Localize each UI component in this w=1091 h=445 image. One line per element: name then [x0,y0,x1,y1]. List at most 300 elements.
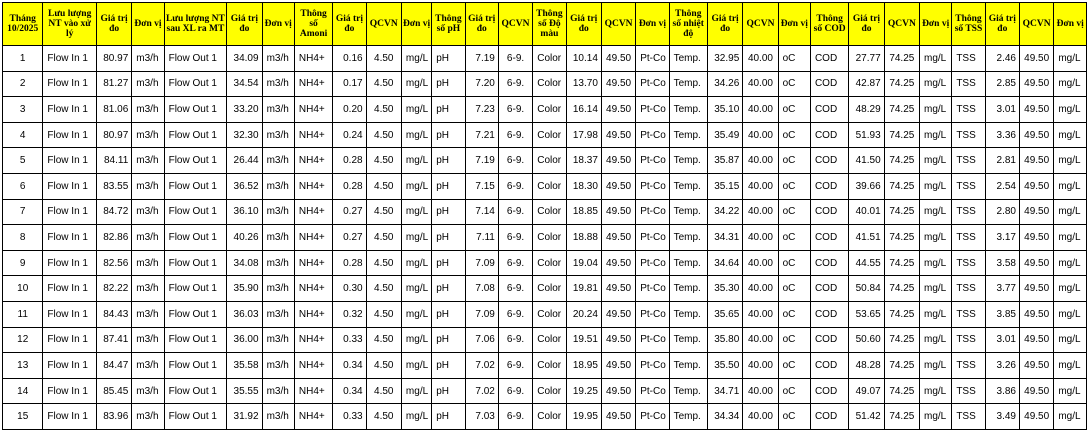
cell-ph-param: pH [432,122,465,148]
cell-tss-qcvn: 49.50 [1019,148,1053,174]
cell-amoni-qcvn: 4.50 [366,225,401,251]
cell-cod-qcvn: 74.25 [884,378,919,404]
cell-temp-value: 35.65 [707,301,742,327]
cell-flow-in-unit: m3/h [132,225,164,251]
cell-ph-param: pH [432,353,465,379]
cell-flow-out-unit: m3/h [262,378,294,404]
cell-flow-in-unit: m3/h [132,97,164,123]
cell-tss-value: 3.01 [985,97,1019,123]
cell-day: 3 [3,97,43,123]
cell-flow-out-value: 34.08 [227,250,262,276]
cell-ph-qcvn: 6-9. [498,378,532,404]
cell-flow-out-param: Flow Out 1 [164,404,227,430]
cell-amoni-qcvn: 4.50 [366,353,401,379]
cell-flow-out-param: Flow Out 1 [164,225,227,251]
cell-cod-param: COD [810,378,848,404]
header-color-value: Giá trị đo [566,3,601,46]
cell-temp-value: 34.22 [707,199,742,225]
cell-amoni-value: 0.30 [333,276,366,302]
cell-flow-out-param: Flow Out 1 [164,97,227,123]
cell-color-value: 18.85 [566,199,601,225]
cell-ph-param: pH [432,276,465,302]
cell-temp-value: 34.31 [707,225,742,251]
cell-temp-value: 34.34 [707,404,742,430]
cell-color-qcvn: 49.50 [601,353,635,379]
cell-tss-param: TSS [952,327,985,353]
cell-ph-value: 7.14 [465,199,498,225]
cell-tss-value: 3.85 [985,301,1019,327]
cell-tss-value: 3.36 [985,122,1019,148]
cell-color-value: 18.30 [566,173,601,199]
cell-flow-in-value: 83.96 [96,404,131,430]
cell-amoni-param: NH4+ [294,404,332,430]
cell-flow-out-unit: m3/h [262,122,294,148]
cell-ph-value: 7.21 [465,122,498,148]
cell-flow-in-param: Flow In 1 [43,199,97,225]
cell-flow-in-value: 82.22 [96,276,131,302]
cell-color-value: 18.37 [566,148,601,174]
cell-tss-value: 3.86 [985,378,1019,404]
cell-tss-qcvn: 49.50 [1019,122,1053,148]
cell-cod-param: COD [810,122,848,148]
cell-temp-value: 35.50 [707,353,742,379]
cell-amoni-param: NH4+ [294,97,332,123]
cell-temp-unit: oC [778,148,810,174]
cell-flow-in-unit: m3/h [132,327,164,353]
cell-color-unit: Pt-Co [636,250,669,276]
cell-day: 8 [3,225,43,251]
table-row [3,225,1087,251]
cell-flow-in-param: Flow In 1 [43,97,97,123]
cell-color-qcvn: 49.50 [601,404,635,430]
cell-temp-unit: oC [778,378,810,404]
cell-day: 12 [3,327,43,353]
cell-amoni-unit: mg/L [401,378,431,404]
cell-day: 13 [3,353,43,379]
cell-temp-unit: oC [778,353,810,379]
cell-color-value: 20.24 [566,301,601,327]
header-flow-in-value: Giá trị đo [96,3,131,46]
cell-temp-param: Temp. [669,122,707,148]
cell-amoni-unit: mg/L [401,46,431,72]
cell-ph-value: 7.09 [465,250,498,276]
cell-tss-unit: mg/L [1054,173,1087,199]
cell-amoni-value: 0.28 [333,148,366,174]
cell-ph-value: 7.02 [465,353,498,379]
cell-cod-value: 40.01 [849,199,884,225]
cell-amoni-unit: mg/L [401,199,431,225]
cell-flow-in-unit: m3/h [132,378,164,404]
table-row [3,353,1087,379]
cell-cod-qcvn: 74.25 [884,173,919,199]
cell-day: 2 [3,71,43,97]
cell-color-unit: Pt-Co [636,404,669,430]
cell-flow-out-value: 36.52 [227,173,262,199]
cell-color-unit: Pt-Co [636,276,669,302]
cell-temp-param: Temp. [669,276,707,302]
cell-flow-out-unit: m3/h [262,46,294,72]
table-row [3,378,1087,404]
cell-amoni-qcvn: 4.50 [366,404,401,430]
cell-temp-value: 34.71 [707,378,742,404]
header-cod-value: Giá trị đo [849,3,884,46]
cell-temp-unit: oC [778,199,810,225]
cell-flow-in-unit: m3/h [132,173,164,199]
cell-amoni-unit: mg/L [401,122,431,148]
cell-flow-in-value: 81.06 [96,97,131,123]
cell-ph-param: pH [432,71,465,97]
cell-cod-qcvn: 74.25 [884,404,919,430]
cell-temp-param: Temp. [669,225,707,251]
cell-color-qcvn: 49.50 [601,250,635,276]
cell-cod-param: COD [810,97,848,123]
cell-amoni-unit: mg/L [401,301,431,327]
cell-tss-qcvn: 49.50 [1019,199,1053,225]
header-cod-param: Thông số COD [810,3,848,46]
cell-cod-value: 51.93 [849,122,884,148]
cell-tss-param: TSS [952,71,985,97]
cell-temp-qcvn: 40.00 [743,71,778,97]
cell-flow-in-param: Flow In 1 [43,404,97,430]
cell-amoni-unit: mg/L [401,250,431,276]
cell-color-qcvn: 49.50 [601,276,635,302]
cell-tss-param: TSS [952,276,985,302]
cell-ph-value: 7.19 [465,148,498,174]
cell-flow-in-param: Flow In 1 [43,148,97,174]
cell-cod-param: COD [810,404,848,430]
header-temp-unit: Đơn vị [778,3,810,46]
header-flow-out-unit: Đơn vị [262,3,294,46]
cell-amoni-qcvn: 4.50 [366,276,401,302]
cell-temp-param: Temp. [669,148,707,174]
cell-cod-param: COD [810,353,848,379]
cell-flow-out-unit: m3/h [262,97,294,123]
header-day: Tháng 10/2025 [3,3,43,46]
cell-cod-unit: mg/L [920,199,952,225]
cell-amoni-value: 0.28 [333,173,366,199]
cell-temp-param: Temp. [669,46,707,72]
cell-ph-qcvn: 6-9. [498,250,532,276]
cell-flow-in-value: 84.11 [96,148,131,174]
cell-cod-qcvn: 74.25 [884,122,919,148]
cell-temp-qcvn: 40.00 [743,199,778,225]
cell-color-qcvn: 49.50 [601,378,635,404]
cell-color-unit: Pt-Co [636,97,669,123]
cell-tss-value: 2.81 [985,148,1019,174]
cell-cod-value: 49.07 [849,378,884,404]
cell-tss-unit: mg/L [1054,122,1087,148]
cell-tss-unit: mg/L [1054,225,1087,251]
cell-amoni-value: 0.34 [333,378,366,404]
cell-day: 11 [3,301,43,327]
cell-amoni-unit: mg/L [401,404,431,430]
cell-amoni-qcvn: 4.50 [366,71,401,97]
cell-day: 9 [3,250,43,276]
header-color-qcvn: QCVN [601,3,635,46]
header-color-param: Thông số Độ màu [533,3,566,46]
cell-flow-in-value: 85.45 [96,378,131,404]
cell-ph-qcvn: 6-9. [498,404,532,430]
cell-flow-out-param: Flow Out 1 [164,199,227,225]
cell-tss-qcvn: 49.50 [1019,301,1053,327]
cell-flow-out-unit: m3/h [262,173,294,199]
cell-color-param: Color [533,122,566,148]
cell-temp-qcvn: 40.00 [743,250,778,276]
cell-color-value: 19.51 [566,327,601,353]
cell-temp-param: Temp. [669,250,707,276]
cell-temp-value: 35.30 [707,276,742,302]
cell-flow-out-unit: m3/h [262,327,294,353]
cell-flow-in-value: 84.72 [96,199,131,225]
header-tss-qcvn: QCVN [1019,3,1053,46]
water-monitoring-table [2,2,1087,430]
cell-amoni-unit: mg/L [401,225,431,251]
cell-flow-out-unit: m3/h [262,276,294,302]
cell-flow-out-param: Flow Out 1 [164,378,227,404]
cell-tss-qcvn: 49.50 [1019,97,1053,123]
cell-cod-qcvn: 74.25 [884,199,919,225]
cell-flow-in-value: 80.97 [96,122,131,148]
cell-temp-unit: oC [778,122,810,148]
cell-color-unit: Pt-Co [636,148,669,174]
cell-color-qcvn: 49.50 [601,225,635,251]
cell-flow-in-param: Flow In 1 [43,46,97,72]
table-row [3,97,1087,123]
table-row [3,148,1087,174]
cell-cod-qcvn: 74.25 [884,301,919,327]
header-temp-value: Giá trị đo [707,3,742,46]
table-body [3,46,1087,430]
cell-amoni-param: NH4+ [294,327,332,353]
cell-cod-unit: mg/L [920,122,952,148]
cell-temp-value: 35.80 [707,327,742,353]
cell-cod-qcvn: 74.25 [884,327,919,353]
cell-tss-unit: mg/L [1054,327,1087,353]
cell-cod-value: 27.77 [849,46,884,72]
cell-color-unit: Pt-Co [636,327,669,353]
header-amoni-param: Thông số Amoni [294,3,332,46]
cell-temp-qcvn: 40.00 [743,173,778,199]
cell-ph-qcvn: 6-9. [498,148,532,174]
cell-flow-in-unit: m3/h [132,122,164,148]
cell-color-qcvn: 49.50 [601,327,635,353]
cell-tss-unit: mg/L [1054,46,1087,72]
cell-amoni-value: 0.28 [333,250,366,276]
cell-flow-in-value: 87.41 [96,327,131,353]
cell-flow-out-value: 32.30 [227,122,262,148]
cell-temp-param: Temp. [669,353,707,379]
cell-flow-in-value: 84.47 [96,353,131,379]
cell-temp-value: 35.15 [707,173,742,199]
cell-amoni-value: 0.33 [333,404,366,430]
table-row [3,276,1087,302]
cell-cod-value: 50.60 [849,327,884,353]
cell-flow-in-unit: m3/h [132,71,164,97]
cell-cod-unit: mg/L [920,301,952,327]
cell-amoni-value: 0.33 [333,327,366,353]
cell-flow-in-value: 82.56 [96,250,131,276]
header-tss-value: Giá trị đo [985,3,1019,46]
cell-cod-param: COD [810,173,848,199]
cell-tss-value: 3.26 [985,353,1019,379]
cell-amoni-qcvn: 4.50 [366,250,401,276]
cell-color-qcvn: 49.50 [601,148,635,174]
cell-ph-param: pH [432,148,465,174]
cell-amoni-param: NH4+ [294,46,332,72]
cell-amoni-unit: mg/L [401,173,431,199]
cell-ph-value: 7.08 [465,276,498,302]
cell-ph-value: 7.11 [465,225,498,251]
cell-flow-out-param: Flow Out 1 [164,46,227,72]
header-amoni-qcvn: QCVN [366,3,401,46]
cell-ph-param: pH [432,173,465,199]
cell-temp-qcvn: 40.00 [743,225,778,251]
cell-tss-qcvn: 49.50 [1019,225,1053,251]
cell-temp-unit: oC [778,225,810,251]
cell-flow-out-value: 40.26 [227,225,262,251]
cell-flow-out-unit: m3/h [262,71,294,97]
cell-ph-value: 7.19 [465,46,498,72]
cell-cod-value: 41.51 [849,225,884,251]
cell-ph-param: pH [432,199,465,225]
cell-cod-param: COD [810,225,848,251]
header-temp-param: Thông số nhiệt độ [669,3,707,46]
cell-temp-param: Temp. [669,301,707,327]
cell-color-unit: Pt-Co [636,46,669,72]
cell-tss-qcvn: 49.50 [1019,378,1053,404]
cell-color-param: Color [533,250,566,276]
cell-flow-out-param: Flow Out 1 [164,327,227,353]
cell-ph-qcvn: 6-9. [498,71,532,97]
cell-tss-unit: mg/L [1054,301,1087,327]
cell-flow-out-unit: m3/h [262,199,294,225]
cell-color-value: 19.95 [566,404,601,430]
cell-color-unit: Pt-Co [636,301,669,327]
cell-color-param: Color [533,71,566,97]
cell-amoni-param: NH4+ [294,250,332,276]
cell-tss-param: TSS [952,173,985,199]
cell-tss-qcvn: 49.50 [1019,353,1053,379]
cell-ph-value: 7.15 [465,173,498,199]
table-row [3,46,1087,72]
cell-amoni-qcvn: 4.50 [366,122,401,148]
cell-amoni-unit: mg/L [401,276,431,302]
cell-tss-qcvn: 49.50 [1019,46,1053,72]
cell-tss-qcvn: 49.50 [1019,327,1053,353]
cell-flow-in-unit: m3/h [132,148,164,174]
cell-color-value: 19.25 [566,378,601,404]
cell-temp-param: Temp. [669,327,707,353]
cell-temp-unit: oC [778,327,810,353]
cell-ph-param: pH [432,301,465,327]
cell-flow-out-param: Flow Out 1 [164,148,227,174]
cell-color-param: Color [533,404,566,430]
cell-ph-param: pH [432,97,465,123]
cell-temp-unit: oC [778,173,810,199]
cell-flow-out-param: Flow Out 1 [164,71,227,97]
cell-amoni-unit: mg/L [401,353,431,379]
cell-ph-param: pH [432,225,465,251]
cell-flow-in-value: 84.43 [96,301,131,327]
cell-flow-in-unit: m3/h [132,199,164,225]
cell-color-param: Color [533,199,566,225]
cell-temp-unit: oC [778,276,810,302]
cell-color-qcvn: 49.50 [601,71,635,97]
cell-temp-qcvn: 40.00 [743,148,778,174]
cell-color-qcvn: 49.50 [601,173,635,199]
cell-cod-param: COD [810,46,848,72]
cell-flow-in-unit: m3/h [132,46,164,72]
cell-flow-out-unit: m3/h [262,148,294,174]
cell-flow-out-unit: m3/h [262,353,294,379]
cell-ph-param: pH [432,404,465,430]
header-tss-unit: Đơn vị [1054,3,1087,46]
header-tss-param: Thông số TSS [952,3,985,46]
cell-tss-value: 2.46 [985,46,1019,72]
cell-tss-unit: mg/L [1054,353,1087,379]
cell-cod-unit: mg/L [920,327,952,353]
cell-temp-param: Temp. [669,199,707,225]
cell-ph-value: 7.20 [465,71,498,97]
cell-cod-param: COD [810,250,848,276]
cell-tss-param: TSS [952,301,985,327]
cell-color-qcvn: 49.50 [601,301,635,327]
cell-cod-qcvn: 74.25 [884,250,919,276]
cell-day: 1 [3,46,43,72]
cell-tss-param: TSS [952,148,985,174]
cell-color-param: Color [533,225,566,251]
cell-temp-unit: oC [778,71,810,97]
cell-cod-param: COD [810,71,848,97]
cell-cod-param: COD [810,327,848,353]
cell-tss-value: 3.58 [985,250,1019,276]
cell-tss-value: 3.49 [985,404,1019,430]
cell-cod-unit: mg/L [920,46,952,72]
cell-amoni-qcvn: 4.50 [366,378,401,404]
cell-flow-out-param: Flow Out 1 [164,173,227,199]
cell-amoni-param: NH4+ [294,378,332,404]
cell-flow-in-param: Flow In 1 [43,276,97,302]
cell-flow-in-param: Flow In 1 [43,173,97,199]
cell-ph-qcvn: 6-9. [498,276,532,302]
cell-color-unit: Pt-Co [636,122,669,148]
cell-cod-unit: mg/L [920,71,952,97]
cell-amoni-param: NH4+ [294,301,332,327]
cell-temp-value: 35.10 [707,97,742,123]
cell-cod-unit: mg/L [920,225,952,251]
cell-ph-qcvn: 6-9. [498,225,532,251]
cell-temp-param: Temp. [669,71,707,97]
cell-temp-qcvn: 40.00 [743,46,778,72]
cell-temp-unit: oC [778,97,810,123]
header-flow-out-param: Lưu lượng NT sau XL ra MT [164,3,227,46]
cell-ph-qcvn: 6-9. [498,46,532,72]
cell-flow-in-param: Flow In 1 [43,301,97,327]
cell-tss-param: TSS [952,46,985,72]
cell-cod-unit: mg/L [920,173,952,199]
cell-flow-out-param: Flow Out 1 [164,353,227,379]
cell-temp-qcvn: 40.00 [743,353,778,379]
cell-flow-in-unit: m3/h [132,276,164,302]
cell-cod-param: COD [810,276,848,302]
cell-color-unit: Pt-Co [636,353,669,379]
cell-amoni-unit: mg/L [401,97,431,123]
cell-color-qcvn: 49.50 [601,46,635,72]
cell-flow-in-value: 81.27 [96,71,131,97]
cell-amoni-param: NH4+ [294,199,332,225]
cell-flow-out-value: 36.00 [227,327,262,353]
cell-flow-out-value: 35.90 [227,276,262,302]
